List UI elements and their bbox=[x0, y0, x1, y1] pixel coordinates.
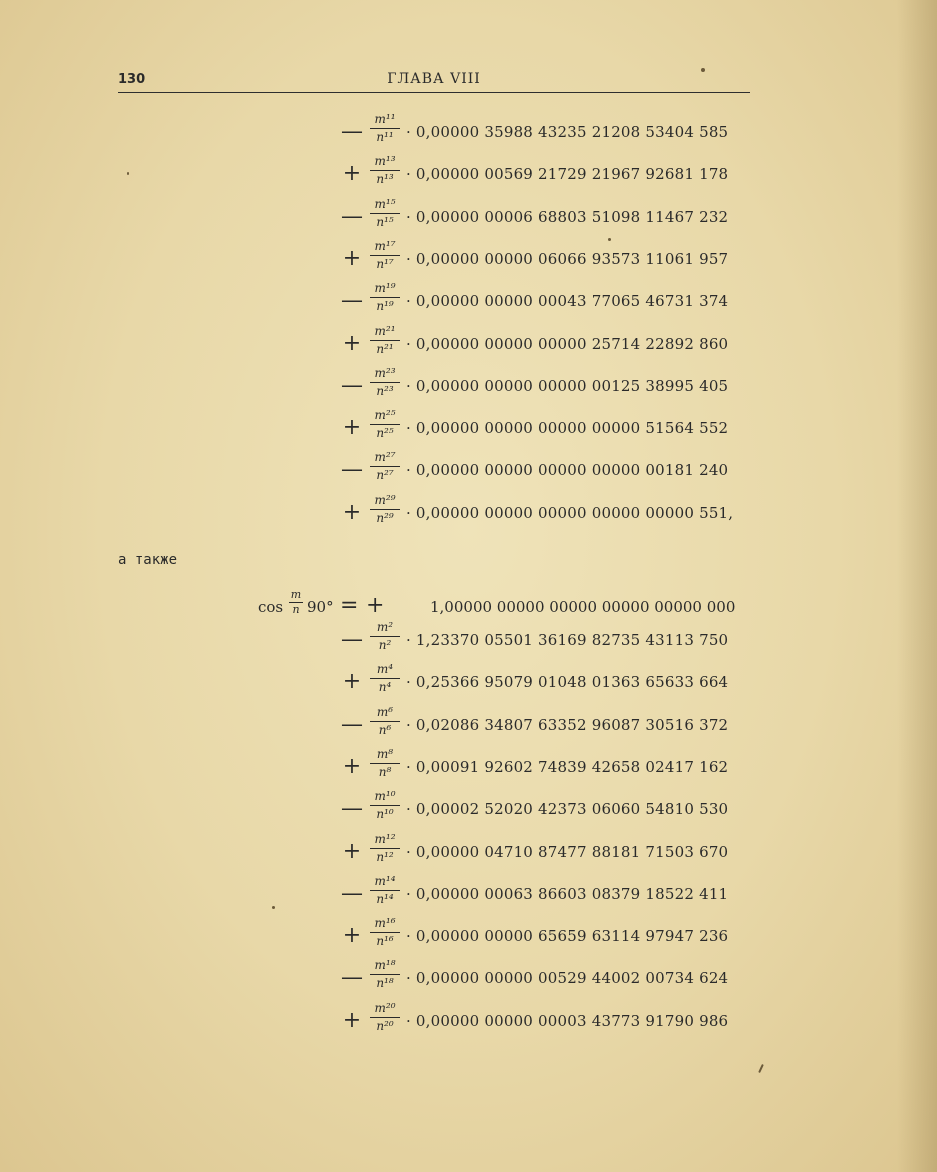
fraction-denominator: n¹³ bbox=[376, 172, 394, 187]
term-coefficient: · 0,00000 00000 00000 00000 00000 551, bbox=[406, 503, 734, 522]
fraction-denominator: n¹⁵ bbox=[376, 214, 394, 229]
term-fraction bbox=[370, 789, 400, 822]
fraction-denominator: n¹⁴ bbox=[376, 891, 394, 906]
term-sign: — bbox=[341, 288, 363, 314]
term-fraction bbox=[370, 112, 400, 145]
term-coefficient: · 0,00000 00000 65659 63114 97947 236 bbox=[406, 927, 729, 946]
page-number: 130 bbox=[118, 72, 146, 87]
equals-sign: = bbox=[340, 593, 359, 618]
fraction-denominator: n¹¹ bbox=[376, 130, 394, 144]
fraction-denominator: n¹⁶ bbox=[376, 934, 394, 949]
term-fraction bbox=[370, 493, 400, 526]
term-sign: — bbox=[341, 119, 363, 144]
term-sign: + bbox=[342, 838, 362, 864]
term-sign: + bbox=[342, 415, 362, 441]
term-fraction bbox=[370, 281, 400, 314]
page-header bbox=[118, 66, 750, 93]
also-label: а также bbox=[118, 552, 178, 568]
fraction-denominator: n¹² bbox=[376, 849, 394, 864]
term-fraction bbox=[370, 662, 400, 695]
cos-function: cos bbox=[258, 598, 284, 616]
term-coefficient: · 0,00000 00000 00000 00000 00181 240 bbox=[406, 461, 729, 480]
paper-speck bbox=[701, 68, 705, 72]
fraction-numerator: m¹⁶ bbox=[370, 916, 400, 933]
term-coefficient: · 0,00000 00063 86603 08379 18522 411 bbox=[406, 884, 729, 903]
term-coefficient: · 0,25366 95079 01048 01363 65633 664 bbox=[406, 673, 729, 692]
term-fraction bbox=[370, 239, 400, 272]
term-fraction bbox=[370, 408, 400, 441]
fraction-denominator: n² bbox=[378, 638, 392, 652]
term-sign: + bbox=[342, 330, 362, 356]
fraction-numerator: m¹³ bbox=[370, 154, 400, 171]
fraction-numerator: m¹⁵ bbox=[370, 197, 400, 214]
fraction-denominator: n²¹ bbox=[376, 341, 394, 356]
fraction-numerator: m¹⁸ bbox=[370, 958, 400, 975]
term-coefficient: · 0,00000 00006 68803 51098 11467 232 bbox=[406, 207, 729, 226]
fraction-numerator: m⁸ bbox=[370, 747, 400, 764]
term-fraction bbox=[370, 366, 400, 399]
term-coefficient: · 0,00000 00000 00000 25714 22892 860 bbox=[406, 334, 729, 353]
term-fraction bbox=[370, 705, 400, 738]
fraction-denominator: n¹⁷ bbox=[376, 256, 394, 271]
fraction-denominator: n¹⁸ bbox=[376, 976, 394, 991]
term-coefficient: · 0,00000 00000 00003 43773 91790 986 bbox=[406, 1011, 729, 1030]
fraction-numerator: m⁶ bbox=[370, 705, 400, 722]
term-sign: + bbox=[342, 161, 362, 187]
fraction-denominator: n bbox=[292, 603, 300, 616]
term-sign: + bbox=[342, 245, 362, 271]
term-coefficient: · 1,23370 05501 36169 82735 43113 750 bbox=[406, 631, 729, 649]
term-coefficient: · 0,00000 00000 00000 00000 51564 552 bbox=[406, 419, 729, 438]
term-coefficient: · 0,00000 00569 21729 21967 92681 178 bbox=[406, 165, 729, 184]
term-sign: + bbox=[366, 593, 385, 618]
term-fraction bbox=[370, 154, 400, 187]
cosine-head-value: 1,00000 00000 00000 00000 00000 000 bbox=[430, 598, 736, 616]
fraction-numerator: m²⁹ bbox=[370, 493, 400, 510]
term-fraction bbox=[370, 324, 400, 357]
paper-speck bbox=[127, 172, 129, 175]
term-coefficient: · 0,00000 35988 43235 21208 53404 585 bbox=[406, 123, 729, 141]
term-coefficient: · 0,00000 00000 00043 77065 46731 374 bbox=[406, 292, 729, 311]
paper-speck bbox=[608, 238, 611, 241]
term-sign: + bbox=[342, 669, 362, 695]
term-coefficient: · 0,00002 52020 42373 06060 54810 530 bbox=[406, 800, 729, 819]
term-sign: — bbox=[341, 880, 363, 906]
fraction-numerator: m¹⁹ bbox=[370, 281, 400, 298]
fraction-numerator: m¹⁰ bbox=[370, 789, 400, 806]
term-fraction bbox=[370, 916, 400, 949]
term-coefficient: · 0,00091 92602 74839 42658 02417 162 bbox=[406, 757, 729, 776]
fraction-numerator: m¹² bbox=[370, 832, 400, 849]
fraction-denominator: n²⁰ bbox=[376, 1018, 394, 1033]
cos-argument-fraction bbox=[289, 588, 303, 617]
fraction-denominator: n⁴ bbox=[378, 680, 392, 695]
fraction-numerator: m²⁷ bbox=[370, 450, 400, 467]
term-coefficient: · 0,00000 00000 00000 00125 38995 405 bbox=[406, 376, 729, 395]
fraction-numerator: m²¹ bbox=[370, 324, 400, 341]
term-fraction bbox=[370, 832, 400, 865]
term-sign: — bbox=[341, 711, 363, 737]
term-fraction bbox=[370, 197, 400, 230]
fraction-numerator: m²³ bbox=[370, 366, 400, 383]
fraction-denominator: n²³ bbox=[376, 383, 394, 398]
fraction-numerator: m²⁰ bbox=[370, 1001, 400, 1018]
term-fraction bbox=[370, 450, 400, 483]
fraction-numerator: m¹¹ bbox=[370, 112, 400, 129]
fraction-numerator: m bbox=[290, 588, 302, 601]
term-sign: + bbox=[342, 923, 362, 949]
paper-mark bbox=[758, 1064, 764, 1073]
cos-degrees: 90° bbox=[307, 598, 334, 616]
fraction-denominator: n²⁷ bbox=[376, 468, 394, 483]
fraction-denominator: n⁸ bbox=[378, 764, 392, 779]
fraction-denominator: n⁶ bbox=[378, 722, 392, 737]
term-fraction bbox=[370, 1001, 400, 1034]
term-fraction bbox=[370, 747, 400, 780]
fraction-denominator: n²⁹ bbox=[376, 510, 394, 525]
fraction-numerator: m²⁵ bbox=[370, 408, 400, 425]
term-sign: + bbox=[342, 499, 362, 525]
term-sign: — bbox=[341, 627, 363, 652]
fraction-denominator: n¹⁰ bbox=[376, 807, 394, 822]
fraction-denominator: n¹⁹ bbox=[376, 299, 394, 314]
term-fraction bbox=[370, 958, 400, 991]
term-sign: — bbox=[341, 457, 363, 483]
paper-speck bbox=[272, 906, 275, 909]
term-sign: — bbox=[341, 372, 363, 398]
term-sign: — bbox=[341, 796, 363, 822]
chapter-title: ГЛАВА VIII bbox=[387, 71, 481, 87]
fraction-numerator: m¹⁷ bbox=[370, 239, 400, 256]
fraction-numerator: m² bbox=[370, 620, 400, 637]
page-edge-shadow bbox=[897, 0, 937, 1172]
fraction-denominator: n²⁵ bbox=[376, 426, 394, 441]
term-coefficient: · 0,00000 04710 87477 88181 71503 670 bbox=[406, 842, 729, 861]
term-coefficient: · 0,02086 34807 63352 96087 30516 372 bbox=[406, 715, 729, 734]
fraction-numerator: m⁴ bbox=[370, 662, 400, 679]
term-coefficient: · 0,00000 00000 00529 44002 00734 624 bbox=[406, 969, 729, 988]
fraction-numerator: m¹⁴ bbox=[370, 874, 400, 891]
term-sign: + bbox=[342, 1007, 362, 1033]
term-fraction bbox=[370, 620, 400, 653]
term-coefficient: · 0,00000 00000 06066 93573 11061 957 bbox=[406, 249, 729, 268]
term-sign: — bbox=[341, 203, 363, 229]
term-sign: + bbox=[342, 753, 362, 779]
term-sign: — bbox=[341, 965, 363, 991]
term-fraction bbox=[370, 874, 400, 907]
